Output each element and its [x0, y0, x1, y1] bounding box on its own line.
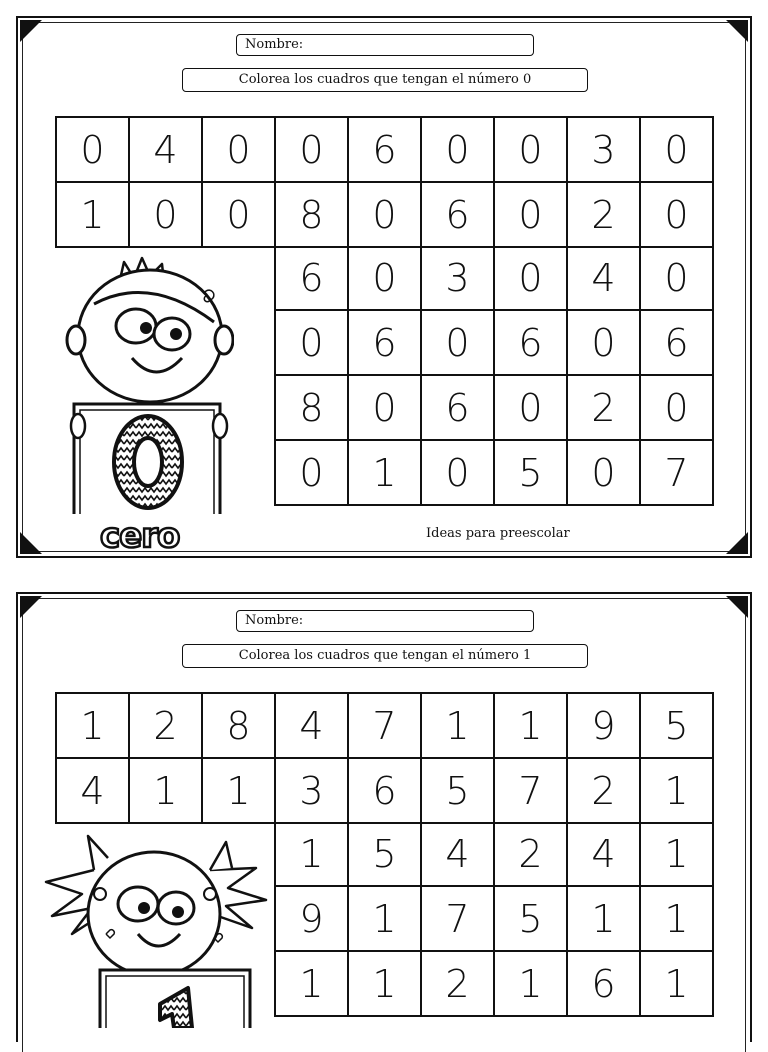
name-label: Nombre: [245, 37, 304, 52]
grid-cell[interactable]: 0 [276, 441, 349, 506]
grid-cell[interactable]: 1 [641, 887, 714, 952]
instruction-text: Colorea los cuadros que tengan el número 0 [238, 72, 532, 87]
grid-cell[interactable]: 1 [349, 441, 422, 506]
grid-cell[interactable]: 3 [568, 118, 641, 183]
grid-cell[interactable]: 4 [568, 246, 641, 311]
worksheet-zero [16, 16, 752, 558]
grid-cell[interactable]: 0 [130, 183, 203, 248]
grid-cell[interactable]: 0 [495, 183, 568, 248]
corner-ornament [20, 596, 42, 618]
number-grid-bottom [274, 246, 714, 506]
grid-cell[interactable]: 0 [422, 441, 495, 506]
name-field[interactable] [236, 34, 534, 56]
grid-cell[interactable]: 1 [57, 694, 130, 759]
grid-cell[interactable]: 2 [495, 822, 568, 887]
grid-cell[interactable]: 0 [422, 311, 495, 376]
grid-cell[interactable]: 6 [349, 118, 422, 183]
grid-cell[interactable]: 7 [641, 441, 714, 506]
boy-cartoon-illustration [64, 254, 234, 514]
grid-cell[interactable]: 1 [349, 952, 422, 1017]
grid-cell[interactable]: 1 [203, 759, 276, 824]
grid-cell[interactable]: 1 [495, 952, 568, 1017]
grid-cell[interactable]: 9 [568, 694, 641, 759]
grid-cell[interactable]: 0 [349, 183, 422, 248]
grid-cell[interactable]: 1 [276, 952, 349, 1017]
grid-cell[interactable]: 4 [276, 694, 349, 759]
grid-cell[interactable]: 4 [130, 118, 203, 183]
grid-cell[interactable]: 4 [422, 822, 495, 887]
grid-cell[interactable]: 0 [422, 118, 495, 183]
grid-cell[interactable]: 5 [495, 887, 568, 952]
footer-credit: Ideas para preescolar [426, 526, 570, 541]
grid-cell[interactable]: 0 [349, 246, 422, 311]
grid-cell[interactable]: 8 [203, 694, 276, 759]
grid-cell[interactable]: 1 [130, 759, 203, 824]
grid-cell[interactable]: 1 [495, 694, 568, 759]
grid-cell[interactable]: 6 [349, 759, 422, 824]
grid-cell[interactable]: 5 [495, 441, 568, 506]
grid-cell[interactable]: 0 [495, 118, 568, 183]
grid-cell[interactable]: 0 [276, 311, 349, 376]
grid-cell[interactable]: 0 [568, 441, 641, 506]
grid-cell[interactable]: 6 [495, 311, 568, 376]
grid-cell[interactable]: 7 [495, 759, 568, 824]
grid-cell[interactable]: 0 [495, 246, 568, 311]
grid-cell[interactable]: 0 [568, 311, 641, 376]
grid-cell[interactable]: 2 [568, 376, 641, 441]
grid-cell[interactable]: 0 [57, 118, 130, 183]
grid-cell[interactable]: 6 [641, 311, 714, 376]
number-grid-bottom [274, 822, 714, 1017]
instruction-banner [182, 68, 588, 92]
grid-cell[interactable]: 2 [130, 694, 203, 759]
grid-cell[interactable]: 1 [641, 759, 714, 824]
number-word: cero [100, 516, 180, 556]
name-field[interactable] [236, 610, 534, 632]
number-grid-top [55, 116, 714, 248]
grid-cell[interactable]: 0 [495, 376, 568, 441]
grid-cell[interactable]: 6 [349, 311, 422, 376]
grid-cell[interactable]: 9 [276, 887, 349, 952]
grid-cell[interactable]: 3 [422, 246, 495, 311]
grid-cell[interactable]: 0 [349, 376, 422, 441]
grid-cell[interactable]: 1 [568, 887, 641, 952]
grid-cell[interactable]: 8 [276, 376, 349, 441]
number-grid-top [55, 692, 714, 824]
corner-ornament [726, 532, 748, 554]
corner-ornament [726, 596, 748, 618]
grid-cell[interactable]: 5 [641, 694, 714, 759]
grid-cell[interactable]: 8 [276, 183, 349, 248]
grid-cell[interactable]: 6 [568, 952, 641, 1017]
instruction-banner [182, 644, 588, 668]
instruction-text: Colorea los cuadros que tengan el número 1 [238, 648, 532, 663]
grid-cell[interactable]: 1 [349, 887, 422, 952]
grid-cell[interactable]: 3 [276, 759, 349, 824]
corner-ornament [726, 20, 748, 42]
grid-cell[interactable]: 7 [349, 694, 422, 759]
grid-cell[interactable]: 6 [422, 183, 495, 248]
grid-cell[interactable]: 1 [276, 822, 349, 887]
corner-ornament [20, 532, 42, 554]
grid-cell[interactable]: 6 [422, 376, 495, 441]
grid-cell[interactable]: 1 [641, 822, 714, 887]
grid-cell[interactable]: 5 [422, 759, 495, 824]
grid-cell[interactable]: 1 [641, 952, 714, 1017]
corner-ornament [20, 20, 42, 42]
grid-cell[interactable]: 0 [641, 118, 714, 183]
grid-cell[interactable]: 2 [422, 952, 495, 1017]
name-label: Nombre: [245, 613, 304, 628]
grid-cell[interactable]: 1 [57, 183, 130, 248]
grid-cell[interactable]: 2 [568, 183, 641, 248]
girl-cartoon-illustration [42, 828, 272, 1028]
grid-cell[interactable]: 0 [203, 183, 276, 248]
grid-cell[interactable]: 0 [641, 246, 714, 311]
grid-cell[interactable]: 7 [422, 887, 495, 952]
grid-cell[interactable]: 1 [422, 694, 495, 759]
grid-cell[interactable]: 0 [203, 118, 276, 183]
grid-cell[interactable]: 4 [568, 822, 641, 887]
grid-cell[interactable]: 0 [276, 118, 349, 183]
worksheet-one [16, 592, 752, 1042]
grid-cell[interactable]: 4 [57, 759, 130, 824]
grid-cell[interactable]: 0 [641, 183, 714, 248]
grid-cell[interactable]: 0 [641, 376, 714, 441]
grid-cell[interactable]: 6 [276, 246, 349, 311]
grid-cell[interactable]: 2 [568, 759, 641, 824]
grid-cell[interactable]: 5 [349, 822, 422, 887]
